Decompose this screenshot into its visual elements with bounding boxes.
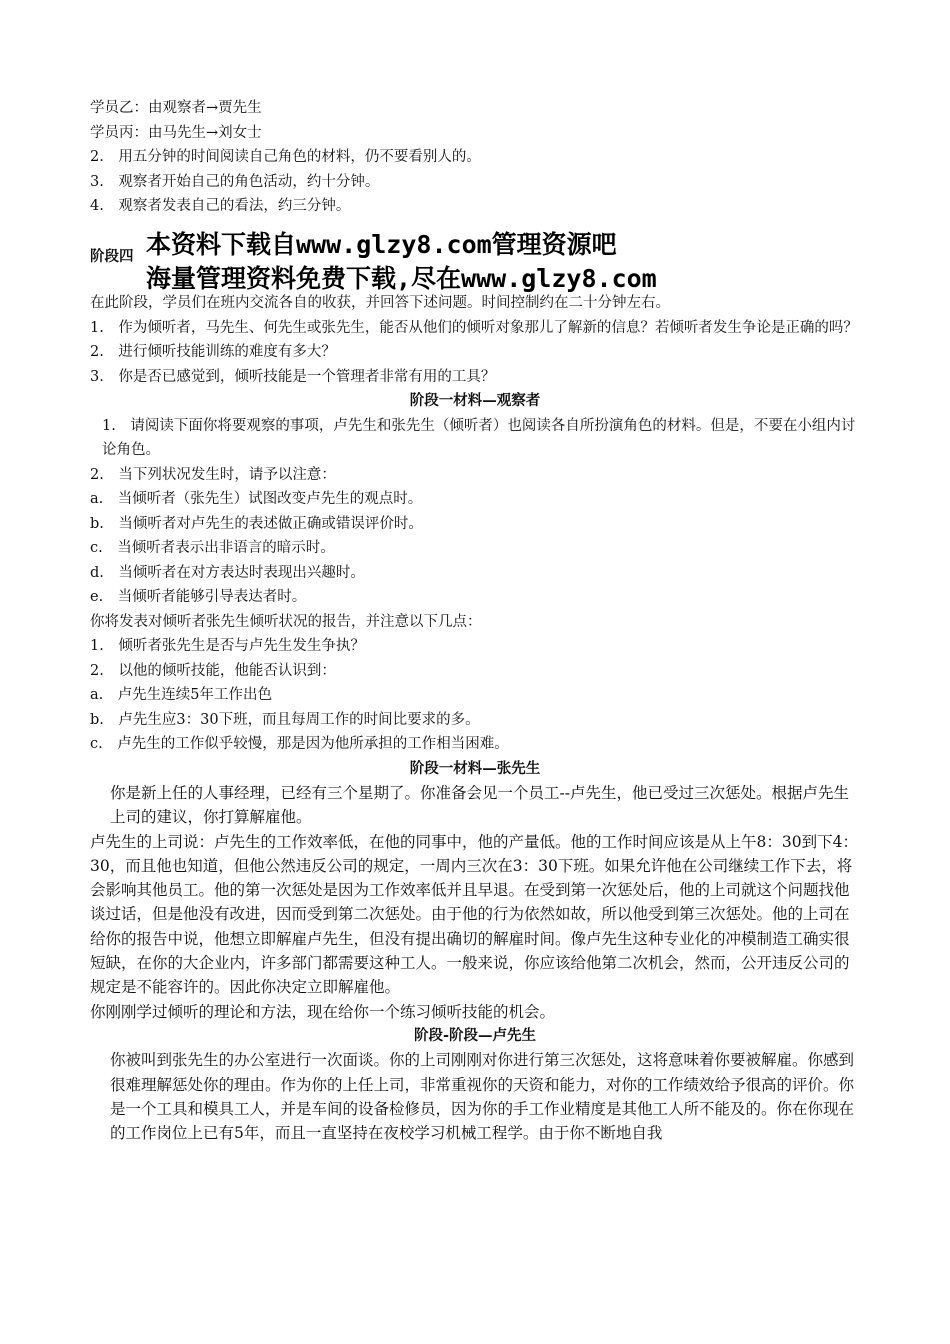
watermark-line: 海量管理资料免费下载,尽在www.glzy8.com [146,264,657,293]
section-title-stage4: 阶段四 [90,247,134,265]
paragraph: 卢先生的上司说：卢先生的工作效率低，在他的同事中，他的产量低。他的工作时间应该是从上午8：30到下4：30，而且他也知道，但他公然违反公司的规定，一周内三次在3：30下班。如果允许他在公司继续工作下去，将会影响其他员工。他的第一次惩处是因为工作效率低并且早退。在受到第一次惩处后，他的上司就这个问题找他谈过话，但是他没有改进，因而受到第二次惩处。由于他的行为依然如故，所以他受到第三次惩处。他的上司在给你的报告中说，他想立即解雇卢先生，但没有提出确切的解雇时间。像卢先生这种专业化的冲模制造工确实很短缺，在你的大企业内，许多部门都需要这种工人。一般来说，你应该给他第二次机会，然而，公开违反公司的规定是不能容许的。因此你决定立即解雇他。 [90,832,858,997]
watermark-line: 本资料下载自www.glzy8.com管理资源吧 [146,230,617,259]
list-item: c. 卢先生的工作似乎较慢，那是因为他所承担的工作相当困难。 [90,736,509,752]
list-item: c. 当倾听者表示出非语言的暗示时。 [90,540,335,556]
section-heading-zhang: 阶段一材料—张先生 [409,759,541,777]
list-item: a. 当倾听者（张先生）试图改变卢先生的观点时。 [90,491,423,507]
list-item: b. 卢先生应3：30下班，而且每周工作的时间比要求的多。 [90,711,480,728]
list-item: d. 当倾听者在对方表达时表现出兴趣时。 [90,564,365,581]
paragraph: 你将发表对倾听者张先生倾听状况的报告，并注意以下几点： [90,613,482,630]
list-item: b. 当倾听者对卢先生的表述做正确或错误评价时。 [90,515,423,532]
stage4-question: 2. 进行倾听技能训练的难度有多大？ [90,344,336,360]
paragraph: 你被叫到张先生的办公室进行一次面谈。你的上司刚刚对你进行第三次惩处，这将意味着你要被解雇。你感到很难理解惩处你的理由。作为你的上任上司，非常重视你的天资和能力，对你的工作绩效给予很高的评价。你是一个工具和模具工人，并是车间的设备检修员，因为你的手工作业精度是其他工人所不能及的。你在你现在的工作岗位上已有5年，而且一直坚持在夜校学习机械工程学。由于你不断地自我 [110,1051,855,1143]
stage4-intro: 在此阶段，学员们在班内交流各自的收获，并回答下述问题。时间控制约在二十分钟左右。 [90,295,670,311]
list-item: a. 卢先生连续5年工作出色 [90,687,272,703]
text-line: 2. 用五分钟的时间阅读自己角色的材料，仍不要看别人的。 [90,149,481,165]
text-line: 4. 观察者发表自己的看法，约三分钟。 [90,198,351,214]
list-item: e. 当倾听者能够引导表达者时。 [90,589,307,605]
text-line: 学员乙：由观察者→贾先生 [90,100,262,116]
list-item: 2. 当下列状况发生时，请予以注意： [90,466,336,483]
section-heading-lu: 阶段-阶段—卢先生 [413,1026,537,1044]
stage4-question: 3. 你是否已感觉到，倾听技能是一个管理者非常有用的工具？ [90,368,496,385]
watermark-text [146,228,657,296]
text-line: 3. 观察者开始自己的角色活动，约十分钟。 [90,173,380,190]
paragraph: 你是新上任的人事经理，已经有三个星期了。你准备会见一个员工--卢先生，他已受过三次惩处。根据卢先生上司的建议，你打算解雇他。 [110,784,849,827]
stage4-question: 1. 作为倾听者，马先生、何先生或张先生，能否从他们的倾听对象那儿了解新的信息？若倾听者发生争论是正确的吗？ [90,319,858,336]
paragraph: 1. 请阅读下面你将要观察的事项，卢先生和张先生（倾听者）也阅读各自所扮演角色的材料。但是，不要在小组内讨论角色。 [102,417,856,458]
section-heading-observer: 阶段一材料—观察者 [409,392,541,409]
text-line: 学员丙：由马先生→刘女士 [90,124,262,141]
list-item: 1. 倾听者张先生是否与卢先生发生争执？ [90,638,365,654]
list-item: 2. 以他的倾听技能，他能否认识到： [90,662,336,679]
paragraph: 你刚刚学过倾听的理论和方法，现在给你一个练习倾听技能的机会。 [90,1002,556,1021]
